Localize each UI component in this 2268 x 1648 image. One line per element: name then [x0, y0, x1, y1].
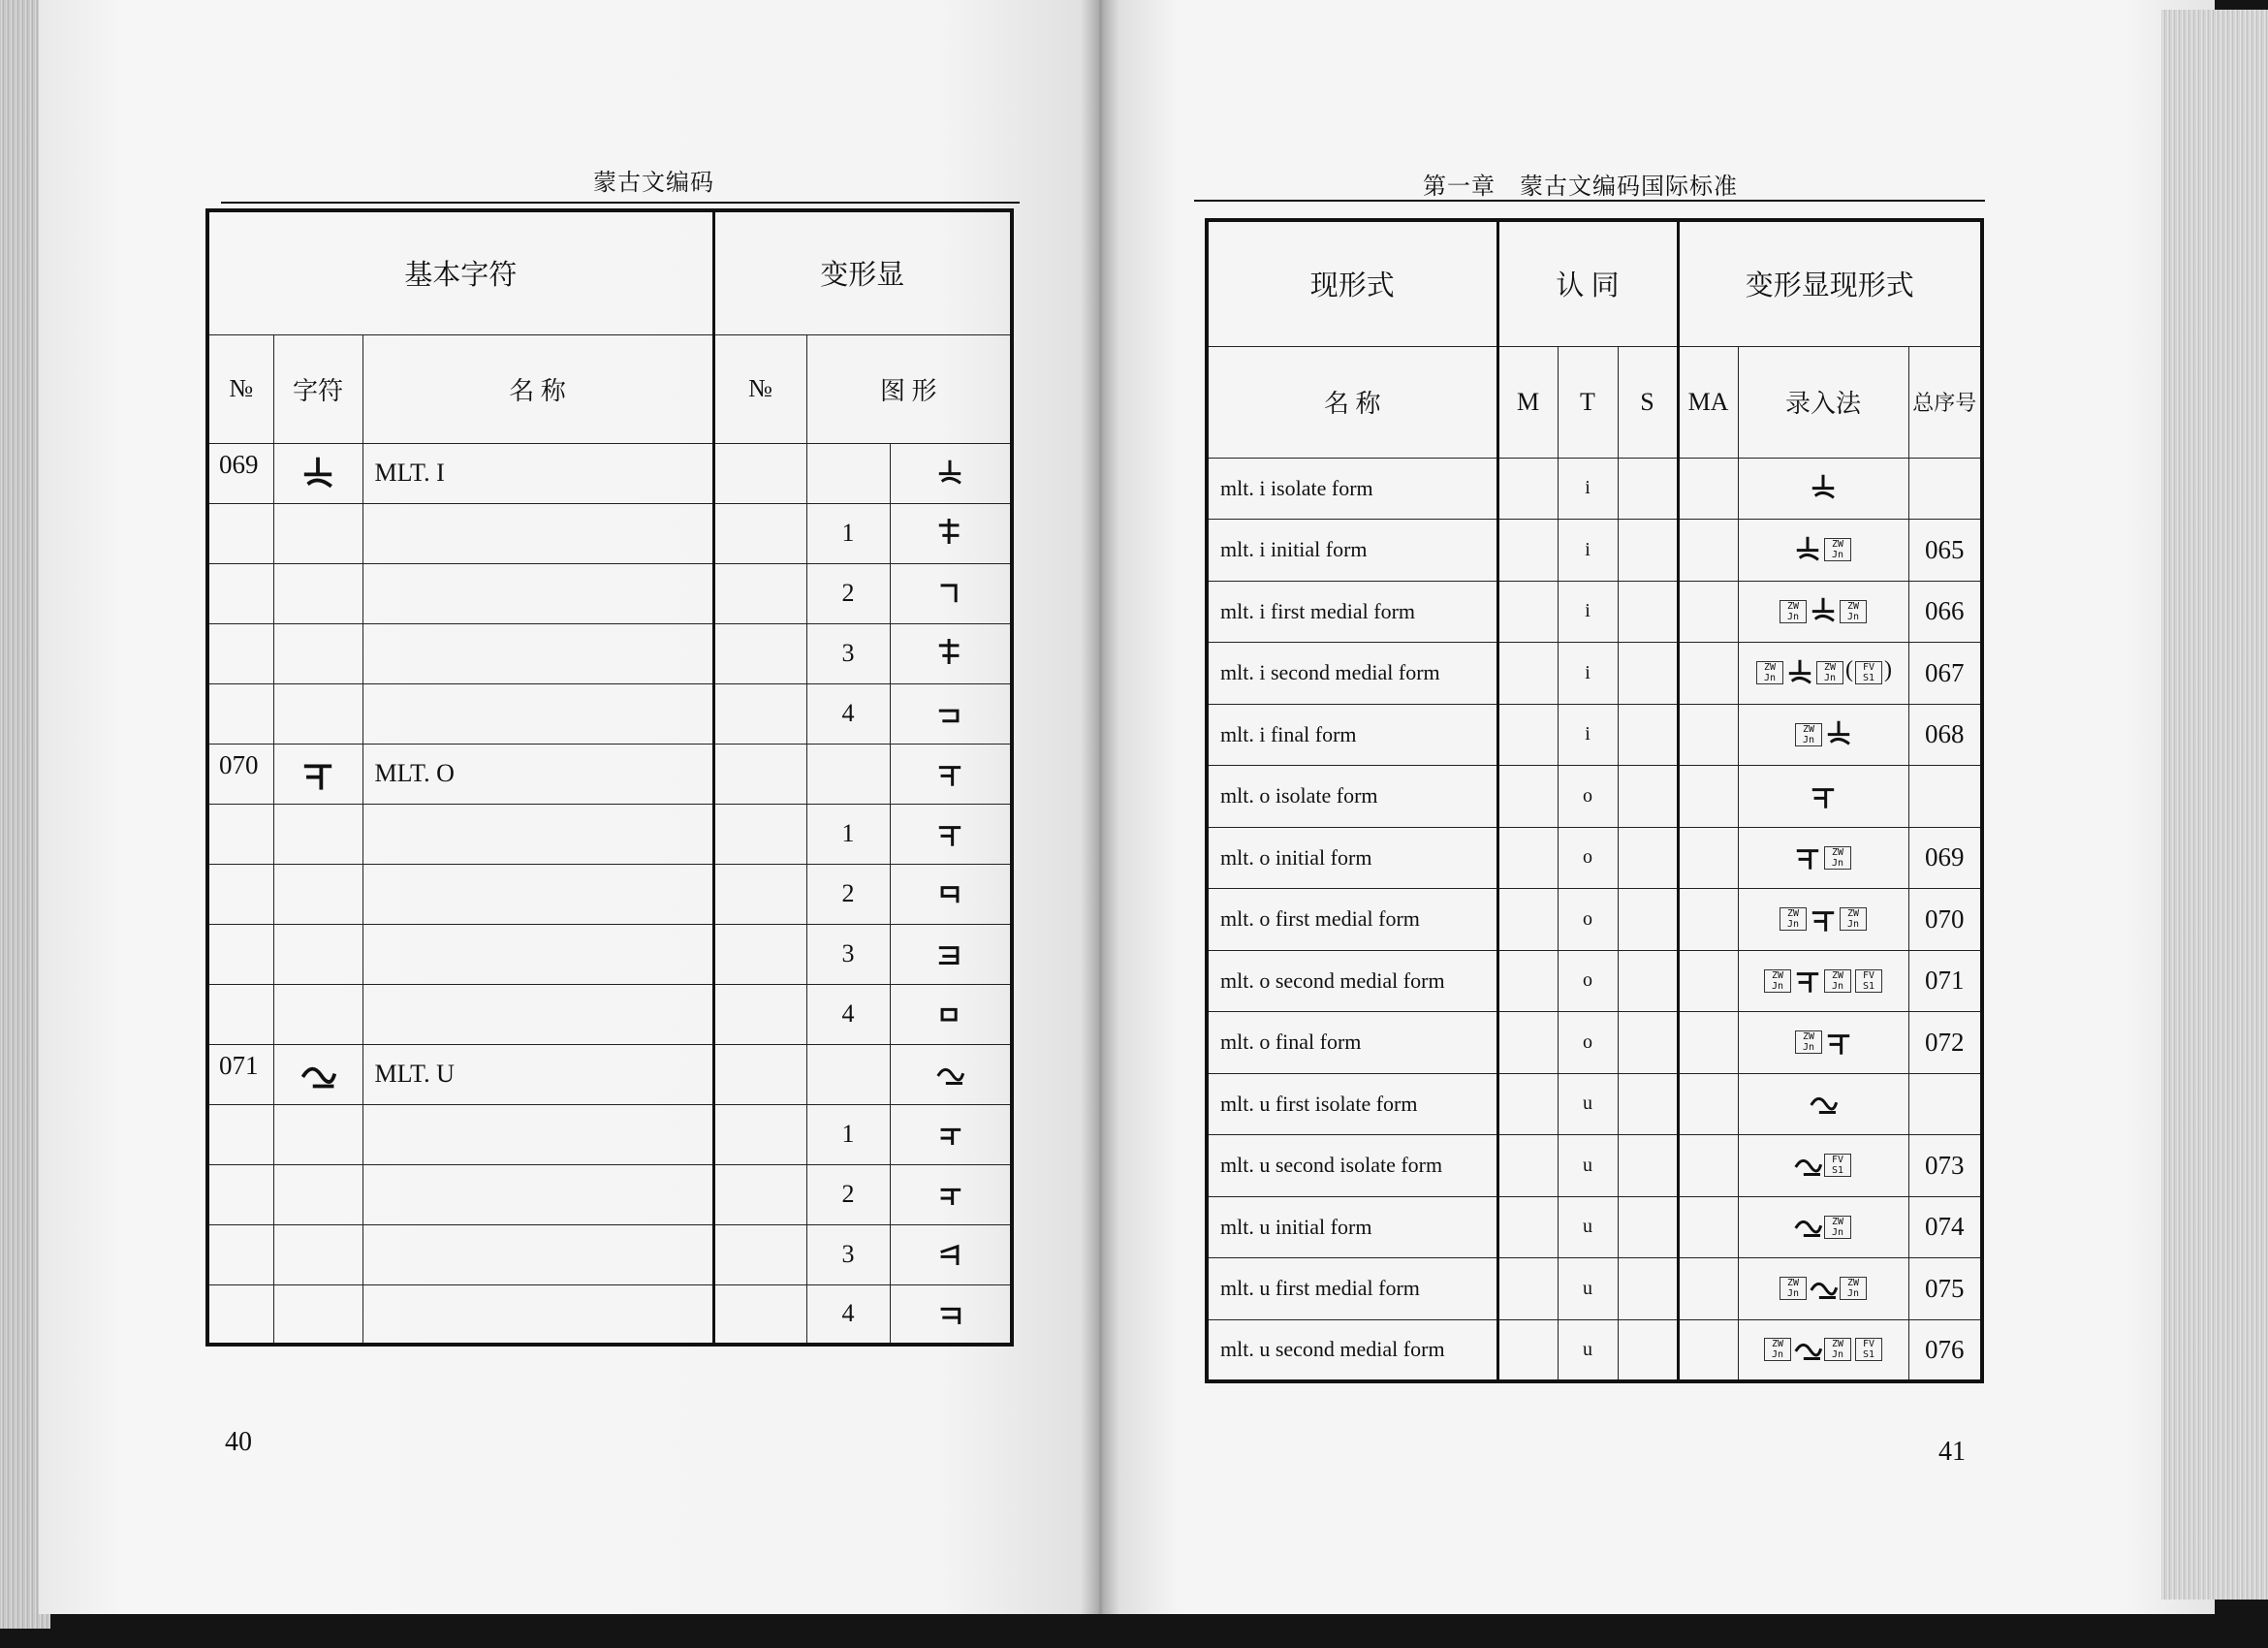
identity-s-cell [1618, 1196, 1678, 1258]
char-cell [273, 1284, 362, 1345]
right-table-row [1207, 827, 1982, 889]
char-cell [273, 503, 362, 563]
char-cell [273, 623, 362, 683]
identity-t-cell: u [1558, 1196, 1618, 1258]
identity-s-cell [1618, 950, 1678, 1012]
mongolian-o-glyph-icon [1793, 840, 1822, 874]
identity-m-cell [1497, 1196, 1558, 1258]
identity-ma-cell [1678, 1135, 1738, 1197]
left-table-row [207, 1164, 1012, 1224]
total-sequence-number: 076 [1908, 1319, 1982, 1381]
variant-number [806, 1044, 890, 1104]
left-table-row [207, 1224, 1012, 1284]
mongolian-o-glyph-icon [1809, 903, 1838, 936]
left-table-row [207, 864, 1012, 924]
zwj-box-icon: ZW Jn [1824, 538, 1851, 561]
char-name [362, 623, 713, 683]
right-table-row [1207, 581, 1982, 643]
left-table-row [207, 443, 1012, 503]
char-code [207, 623, 273, 683]
variant-number: 1 [806, 804, 890, 864]
right-page-number: 41 [1938, 1437, 1966, 1467]
mongolian-u-glyph-icon [1793, 1149, 1822, 1183]
identity-ma-cell [1678, 458, 1738, 520]
zwj-box-icon: ZW Jn [1780, 907, 1807, 931]
char-code [207, 1224, 273, 1284]
identity-m-cell [1497, 1073, 1558, 1135]
right-table-row [1207, 1319, 1982, 1381]
variant-number: 3 [806, 924, 890, 984]
variant-number: 2 [806, 864, 890, 924]
zwj-box-icon: ZW Jn [1764, 1338, 1791, 1361]
char-cell [273, 804, 362, 864]
header-name: 名 称 [362, 334, 713, 443]
char-name [362, 1104, 713, 1164]
header-ma: MA [1678, 346, 1738, 458]
identity-ma-cell [1678, 1073, 1738, 1135]
identity-ma-cell [1678, 581, 1738, 643]
identity-ma-cell [1678, 1258, 1738, 1320]
identity-m-cell [1497, 950, 1558, 1012]
variant-glyph-icon [890, 623, 1012, 683]
char-code: 069 [207, 443, 273, 503]
header-t: T [1558, 346, 1618, 458]
right-header-rule [1194, 200, 1985, 202]
variant-glyph-icon [890, 563, 1012, 623]
mongolian-i-glyph-icon [1809, 594, 1838, 628]
left-table-row [207, 804, 1012, 864]
total-sequence-number: 075 [1908, 1258, 1982, 1320]
mongolian-i-glyph-icon [1785, 656, 1814, 690]
identity-m-cell [1497, 889, 1558, 951]
input-method-cell [1738, 827, 1908, 889]
variant-glyph-icon [890, 1164, 1012, 1224]
identity-t-cell: u [1558, 1135, 1618, 1197]
char-cell [273, 1104, 362, 1164]
identity-ma-cell [1678, 520, 1738, 582]
input-method-cell [1738, 1258, 1908, 1320]
header-shape: 图 形 [806, 334, 1012, 443]
right-table-row [1207, 458, 1982, 520]
identity-t-cell: o [1558, 1012, 1618, 1074]
variant-glyph-icon [890, 864, 1012, 924]
left-table-row [207, 1104, 1012, 1164]
variant-blank-cell [713, 804, 806, 864]
zwj-box-icon: ZW Jn [1824, 846, 1851, 870]
right-table-row [1207, 1196, 1982, 1258]
char-name [362, 864, 713, 924]
char-code [207, 503, 273, 563]
input-method-cell [1738, 1135, 1908, 1197]
identity-t-cell: i [1558, 643, 1618, 705]
total-sequence-number: 065 [1908, 520, 1982, 582]
variant-number: 3 [806, 1224, 890, 1284]
identity-s-cell [1618, 458, 1678, 520]
identity-m-cell [1497, 827, 1558, 889]
char-cell [273, 924, 362, 984]
mongolian-u-glyph-icon [1809, 1272, 1838, 1306]
variant-blank-cell [713, 1284, 806, 1345]
zwj-box-icon: ZW Jn [1756, 661, 1783, 684]
char-code [207, 1284, 273, 1345]
total-sequence-number: 067 [1908, 643, 1982, 705]
char-code [207, 864, 273, 924]
variant-number: 2 [806, 1164, 890, 1224]
identity-s-cell [1618, 1012, 1678, 1074]
form-name: mlt. i final form [1207, 704, 1497, 766]
char-name [362, 804, 713, 864]
identity-m-cell [1497, 1135, 1558, 1197]
identity-s-cell [1618, 1073, 1678, 1135]
char-name: MLT. U [362, 1044, 713, 1104]
total-sequence-number [1908, 1073, 1982, 1135]
zwj-box-icon: ZW Jn [1824, 969, 1851, 993]
mongolian-i-glyph-icon [1809, 471, 1838, 505]
variant-number [806, 443, 890, 503]
right-running-head: 第一章 蒙古文编码国际标准 [1423, 174, 1738, 200]
total-sequence-number: 066 [1908, 581, 1982, 643]
char-name [362, 503, 713, 563]
char-code [207, 804, 273, 864]
identity-ma-cell [1678, 889, 1738, 951]
variant-blank-cell [713, 563, 806, 623]
variant-glyph-icon [890, 1284, 1012, 1345]
right-table-row [1207, 1135, 1982, 1197]
variant-blank-cell [713, 984, 806, 1044]
input-method-cell [1738, 889, 1908, 951]
form-name: mlt. o initial form [1207, 827, 1497, 889]
right-table-row [1207, 766, 1982, 828]
right-table-row [1207, 1258, 1982, 1320]
form-name: mlt. i second medial form [1207, 643, 1497, 705]
char-code [207, 1104, 273, 1164]
variant-blank-cell [713, 683, 806, 744]
identity-s-cell [1618, 827, 1678, 889]
variant-blank-cell [713, 623, 806, 683]
char-cell [273, 563, 362, 623]
identity-s-cell [1618, 766, 1678, 828]
identity-ma-cell [1678, 766, 1738, 828]
mongolian-u-glyph-icon [1793, 1210, 1822, 1244]
identity-t-cell: u [1558, 1258, 1618, 1320]
variant-blank-cell [713, 1104, 806, 1164]
variant-glyph-icon [890, 443, 1012, 503]
char-name [362, 1224, 713, 1284]
input-method-cell [1738, 1073, 1908, 1135]
char-code [207, 924, 273, 984]
fvs1-box-icon: FV S1 [1824, 1154, 1851, 1177]
mongolian-o-glyph-icon [1793, 964, 1822, 998]
zwj-box-icon: ZW Jn [1824, 1338, 1851, 1361]
input-method-cell [1738, 704, 1908, 766]
zwj-box-icon: ZW Jn [1795, 723, 1822, 746]
variant-glyph-icon [890, 1044, 1012, 1104]
zwj-box-icon: ZW Jn [1780, 600, 1807, 623]
form-name: mlt. u first medial form [1207, 1258, 1497, 1320]
identity-t-cell: i [1558, 581, 1618, 643]
char-name [362, 683, 713, 744]
variant-number: 1 [806, 1104, 890, 1164]
left-table-row [207, 1284, 1012, 1345]
variant-glyph-icon [890, 1104, 1012, 1164]
header-identity: 认 同 [1497, 220, 1678, 346]
left-table-row [207, 1044, 1012, 1104]
identity-s-cell [1618, 1319, 1678, 1381]
right-table-row [1207, 950, 1982, 1012]
left-table-row [207, 924, 1012, 984]
identity-t-cell: o [1558, 950, 1618, 1012]
input-method-cell [1738, 458, 1908, 520]
identity-ma-cell [1678, 827, 1738, 889]
identity-ma-cell [1678, 950, 1738, 1012]
identity-t-cell: o [1558, 766, 1618, 828]
form-name: mlt. o second medial form [1207, 950, 1497, 1012]
header-m: M [1497, 346, 1558, 458]
header-variant-forms: 变形显现形式 [1678, 220, 1982, 346]
left-table-row [207, 503, 1012, 563]
variant-blank-cell [713, 924, 806, 984]
identity-t-cell: u [1558, 1319, 1618, 1381]
header-input: 录入法 [1738, 346, 1908, 458]
right-table-row [1207, 889, 1982, 951]
book-gutter [1081, 0, 1119, 1614]
form-name: mlt. o final form [1207, 1012, 1497, 1074]
variant-number: 4 [806, 683, 890, 744]
left-header-rule [221, 202, 1020, 204]
variant-blank-cell [713, 1164, 806, 1224]
header-form: 现形式 [1207, 220, 1497, 346]
mongolian-i-glyph-icon [1824, 717, 1853, 751]
char-name [362, 563, 713, 623]
header-variant-no: № [713, 334, 806, 443]
identity-m-cell [1497, 581, 1558, 643]
identity-s-cell [1618, 520, 1678, 582]
variant-glyph-icon [890, 924, 1012, 984]
fvs1-box-icon: FV S1 [1855, 1338, 1882, 1361]
identity-m-cell [1497, 1319, 1558, 1381]
char-name [362, 1284, 713, 1345]
zwj-box-icon: ZW Jn [1840, 907, 1867, 931]
right-table-row [1207, 704, 1982, 766]
header-basic-chars: 基本字符 [207, 210, 713, 334]
identity-ma-cell [1678, 1319, 1738, 1381]
left-table-body [207, 443, 1012, 1345]
form-name: mlt. u first isolate form [1207, 1073, 1497, 1135]
right-form-table [1205, 218, 1984, 1383]
input-method-cell [1738, 766, 1908, 828]
total-sequence-number [1908, 766, 1982, 828]
total-sequence-number [1908, 458, 1982, 520]
form-name: mlt. o first medial form [1207, 889, 1497, 951]
identity-ma-cell [1678, 1012, 1738, 1074]
header-no: № [207, 334, 273, 443]
identity-t-cell: i [1558, 520, 1618, 582]
variant-glyph-icon [890, 984, 1012, 1044]
input-method-cell [1738, 1319, 1908, 1381]
identity-t-cell: o [1558, 889, 1618, 951]
zwj-box-icon: ZW Jn [1840, 600, 1867, 623]
identity-ma-cell [1678, 643, 1738, 705]
left-table-row [207, 623, 1012, 683]
identity-t-cell: o [1558, 827, 1618, 889]
right-table-row [1207, 520, 1982, 582]
zwj-box-icon: ZW Jn [1780, 1277, 1807, 1300]
variant-glyph-icon [890, 804, 1012, 864]
left-table-row [207, 984, 1012, 1044]
variant-number: 3 [806, 623, 890, 683]
header-variant: 变形显 [713, 210, 1012, 334]
input-method-cell [1738, 1012, 1908, 1074]
fvs1-box-icon: FV S1 [1855, 661, 1882, 684]
identity-m-cell [1497, 704, 1558, 766]
form-name: mlt. i initial form [1207, 520, 1497, 582]
input-method-cell [1738, 520, 1908, 582]
left-code-table [205, 208, 1014, 1347]
variant-number: 4 [806, 984, 890, 1044]
left-page-number: 40 [225, 1427, 252, 1457]
variant-blank-cell [713, 1224, 806, 1284]
identity-s-cell [1618, 889, 1678, 951]
input-method-cell: ZW Jn ZW Jn ( FV S1 ) [1738, 643, 1908, 705]
form-name: mlt. i first medial form [1207, 581, 1497, 643]
char-name [362, 984, 713, 1044]
form-name: mlt. u second isolate form [1207, 1135, 1497, 1197]
variant-glyph-icon [890, 503, 1012, 563]
header-s: S [1618, 346, 1678, 458]
char-code [207, 683, 273, 744]
left-table-row [207, 744, 1012, 804]
input-method-cell [1738, 1196, 1908, 1258]
right-table-row [1207, 643, 1982, 705]
left-table-row [207, 563, 1012, 623]
fvs1-box-icon: FV S1 [1855, 969, 1882, 993]
char-cell [273, 864, 362, 924]
right-table-body [1207, 458, 1982, 1381]
variant-number: 4 [806, 1284, 890, 1345]
char-name [362, 924, 713, 984]
input-method-cell [1738, 950, 1908, 1012]
variant-blank-cell [713, 503, 806, 563]
char-code: 070 [207, 744, 273, 804]
total-sequence-number: 072 [1908, 1012, 1982, 1074]
char-code [207, 984, 273, 1044]
mongolian-o-glyph-icon [1809, 779, 1838, 813]
mongolian-u-glyph-icon [1809, 1087, 1838, 1121]
right-page-edges [2161, 10, 2268, 1600]
total-sequence-number: 069 [1908, 827, 1982, 889]
variant-blank-cell [713, 864, 806, 924]
header-name: 名 称 [1207, 346, 1497, 458]
identity-m-cell [1497, 643, 1558, 705]
char-cell [273, 683, 362, 744]
identity-ma-cell [1678, 1196, 1738, 1258]
total-sequence-number: 068 [1908, 704, 1982, 766]
form-name: mlt. u second medial form [1207, 1319, 1497, 1381]
variant-number: 2 [806, 563, 890, 623]
form-name: mlt. i isolate form [1207, 458, 1497, 520]
mongolian-i-glyph-icon [273, 443, 362, 503]
identity-t-cell: i [1558, 704, 1618, 766]
total-sequence-number: 073 [1908, 1135, 1982, 1197]
char-code [207, 1164, 273, 1224]
identity-s-cell [1618, 643, 1678, 705]
identity-s-cell [1618, 581, 1678, 643]
left-table-row [207, 683, 1012, 744]
zwj-box-icon: ZW Jn [1840, 1277, 1867, 1300]
identity-m-cell [1497, 1012, 1558, 1074]
identity-s-cell [1618, 1135, 1678, 1197]
identity-ma-cell [1678, 704, 1738, 766]
char-name: MLT. O [362, 744, 713, 804]
mongolian-i-glyph-icon [1793, 533, 1822, 567]
zwj-box-icon: ZW Jn [1824, 1216, 1851, 1239]
mongolian-u-glyph-icon [273, 1044, 362, 1104]
total-sequence-number: 071 [1908, 950, 1982, 1012]
char-name: MLT. I [362, 443, 713, 503]
identity-m-cell [1497, 458, 1558, 520]
form-name: mlt. u initial form [1207, 1196, 1497, 1258]
header-total: 总序号 [1908, 346, 1982, 458]
mongolian-o-glyph-icon [273, 744, 362, 804]
identity-t-cell: i [1558, 458, 1618, 520]
char-name [362, 1164, 713, 1224]
identity-m-cell [1497, 1258, 1558, 1320]
right-table-row [1207, 1073, 1982, 1135]
identity-t-cell: u [1558, 1073, 1618, 1135]
variant-glyph-icon [890, 683, 1012, 744]
variant-glyph-icon [890, 1224, 1012, 1284]
mongolian-o-glyph-icon [1824, 1026, 1853, 1060]
total-sequence-number: 074 [1908, 1196, 1982, 1258]
char-cell [273, 1224, 362, 1284]
variant-number: 1 [806, 503, 890, 563]
header-char: 字符 [273, 334, 362, 443]
identity-m-cell [1497, 520, 1558, 582]
identity-s-cell [1618, 1258, 1678, 1320]
zwj-box-icon: ZW Jn [1764, 969, 1791, 993]
form-name: mlt. o isolate form [1207, 766, 1497, 828]
char-cell [273, 984, 362, 1044]
left-running-head: 蒙古文编码 [593, 171, 714, 196]
identity-s-cell [1618, 704, 1678, 766]
variant-blank-cell [713, 443, 806, 503]
char-code: 071 [207, 1044, 273, 1104]
variant-glyph-icon [890, 744, 1012, 804]
zwj-box-icon: ZW Jn [1795, 1030, 1822, 1054]
variant-blank-cell [713, 1044, 806, 1104]
right-table-row [1207, 1012, 1982, 1074]
variant-number [806, 744, 890, 804]
mongolian-u-glyph-icon [1793, 1333, 1822, 1367]
char-cell [273, 1164, 362, 1224]
input-method-cell [1738, 581, 1908, 643]
zwj-box-icon: ZW Jn [1816, 661, 1843, 684]
identity-m-cell [1497, 766, 1558, 828]
variant-blank-cell [713, 744, 806, 804]
total-sequence-number: 070 [1908, 889, 1982, 951]
char-code [207, 563, 273, 623]
